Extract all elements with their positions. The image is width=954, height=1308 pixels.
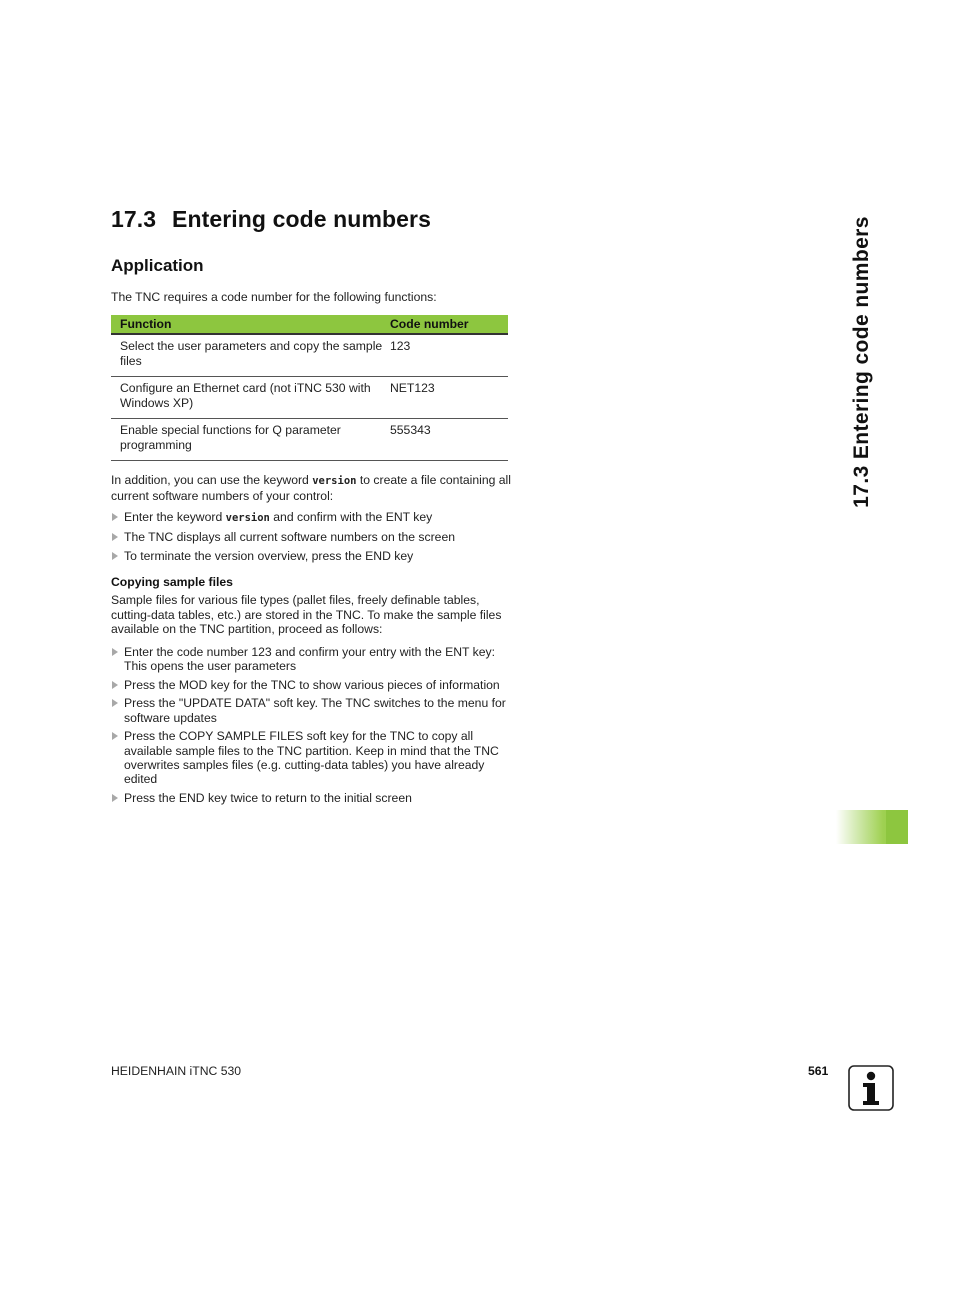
triangle-bullet-icon [112, 513, 118, 521]
table-cell-code: 123 [390, 334, 508, 377]
table-row [111, 419, 508, 461]
list-item [111, 530, 511, 544]
copying-paragraph: Sample files for various file types (pallet files, freely definable tables, cutting-data tables, etc.) are stored in the TNC. To make the sample files available on the TNC partition, proceed as follows: [111, 593, 502, 636]
step-text: The TNC displays all current software numbers on the screen [124, 529, 456, 544]
step-text: Enter the keyword [124, 510, 226, 524]
page-number: 561 [808, 1064, 829, 1078]
step-text: and confirm with the ENT key [269, 510, 433, 524]
step-text: To terminate the version overview, press the END key [124, 548, 414, 563]
version-steps-list [111, 510, 511, 568]
list-item [111, 510, 511, 525]
keyword-version: version [312, 475, 357, 487]
triangle-bullet-icon [112, 552, 118, 560]
side-chapter-title: 17.3 Entering code numbers [850, 216, 873, 508]
chapter-tab-marker [836, 810, 908, 844]
table-cell-code: NET123 [390, 377, 508, 419]
section-title: Entering code numbers [172, 206, 431, 232]
info-icon [848, 1065, 894, 1111]
list-item [111, 791, 511, 805]
footer-product-name: HEIDENHAIN iTNC 530 [111, 1064, 242, 1078]
table-header-function: Function [111, 315, 390, 334]
list-item [111, 645, 511, 674]
list-item [111, 549, 511, 563]
step-text: Press the COPY SAMPLE FILES soft key for the TNC to copy all available sample files to the TNC partition. Keep in mind that the TNC overwrites samples files (e.g. cutting-data tables) you have already edited [124, 729, 499, 787]
table-cell-code: 555343 [390, 419, 508, 461]
copying-steps-list [111, 645, 511, 809]
addition-text-after: to create a file containing all current software numbers of your control: [111, 473, 511, 503]
table-header-code: Code number [390, 315, 508, 334]
subsection-heading: Application [111, 256, 204, 275]
addition-text-before: In addition, you can use the keyword [111, 473, 313, 487]
triangle-bullet-icon [112, 648, 118, 656]
copying-heading: Copying sample files [111, 575, 233, 589]
list-item [111, 729, 511, 786]
triangle-bullet-icon [112, 533, 118, 541]
table-cell-function: Enable special functions for Q parameter programming [111, 419, 390, 461]
triangle-bullet-icon [112, 732, 118, 740]
code-number-table [111, 315, 508, 461]
triangle-bullet-icon [112, 794, 118, 802]
section-heading [111, 206, 431, 233]
step-text: Press the END key twice to return to the initial screen [124, 790, 412, 805]
table-row [111, 377, 508, 419]
step-text: Enter the code number 123 and confirm your entry with the ENT key: This opens the user parameters [124, 645, 496, 674]
section-number: 17.3 [111, 206, 157, 232]
triangle-bullet-icon [112, 681, 118, 689]
table-header-row [111, 315, 508, 334]
list-item [111, 696, 511, 725]
addition-paragraph [111, 473, 511, 503]
step-text: Press the MOD key for the TNC to show various pieces of information [124, 677, 500, 692]
table-row [111, 334, 508, 377]
list-item [111, 678, 511, 692]
intro-paragraph: The TNC requires a code number for the following functions: [111, 290, 437, 304]
triangle-bullet-icon [112, 699, 118, 707]
step-text: Press the "UPDATE DATA" soft key. The TNC switches to the menu for software updates [124, 696, 506, 725]
table-cell-function: Configure an Ethernet card (not iTNC 530 with Windows XP) [111, 377, 390, 419]
table-cell-function: Select the user parameters and copy the sample files [111, 334, 390, 377]
keyword-version: version [225, 512, 270, 524]
